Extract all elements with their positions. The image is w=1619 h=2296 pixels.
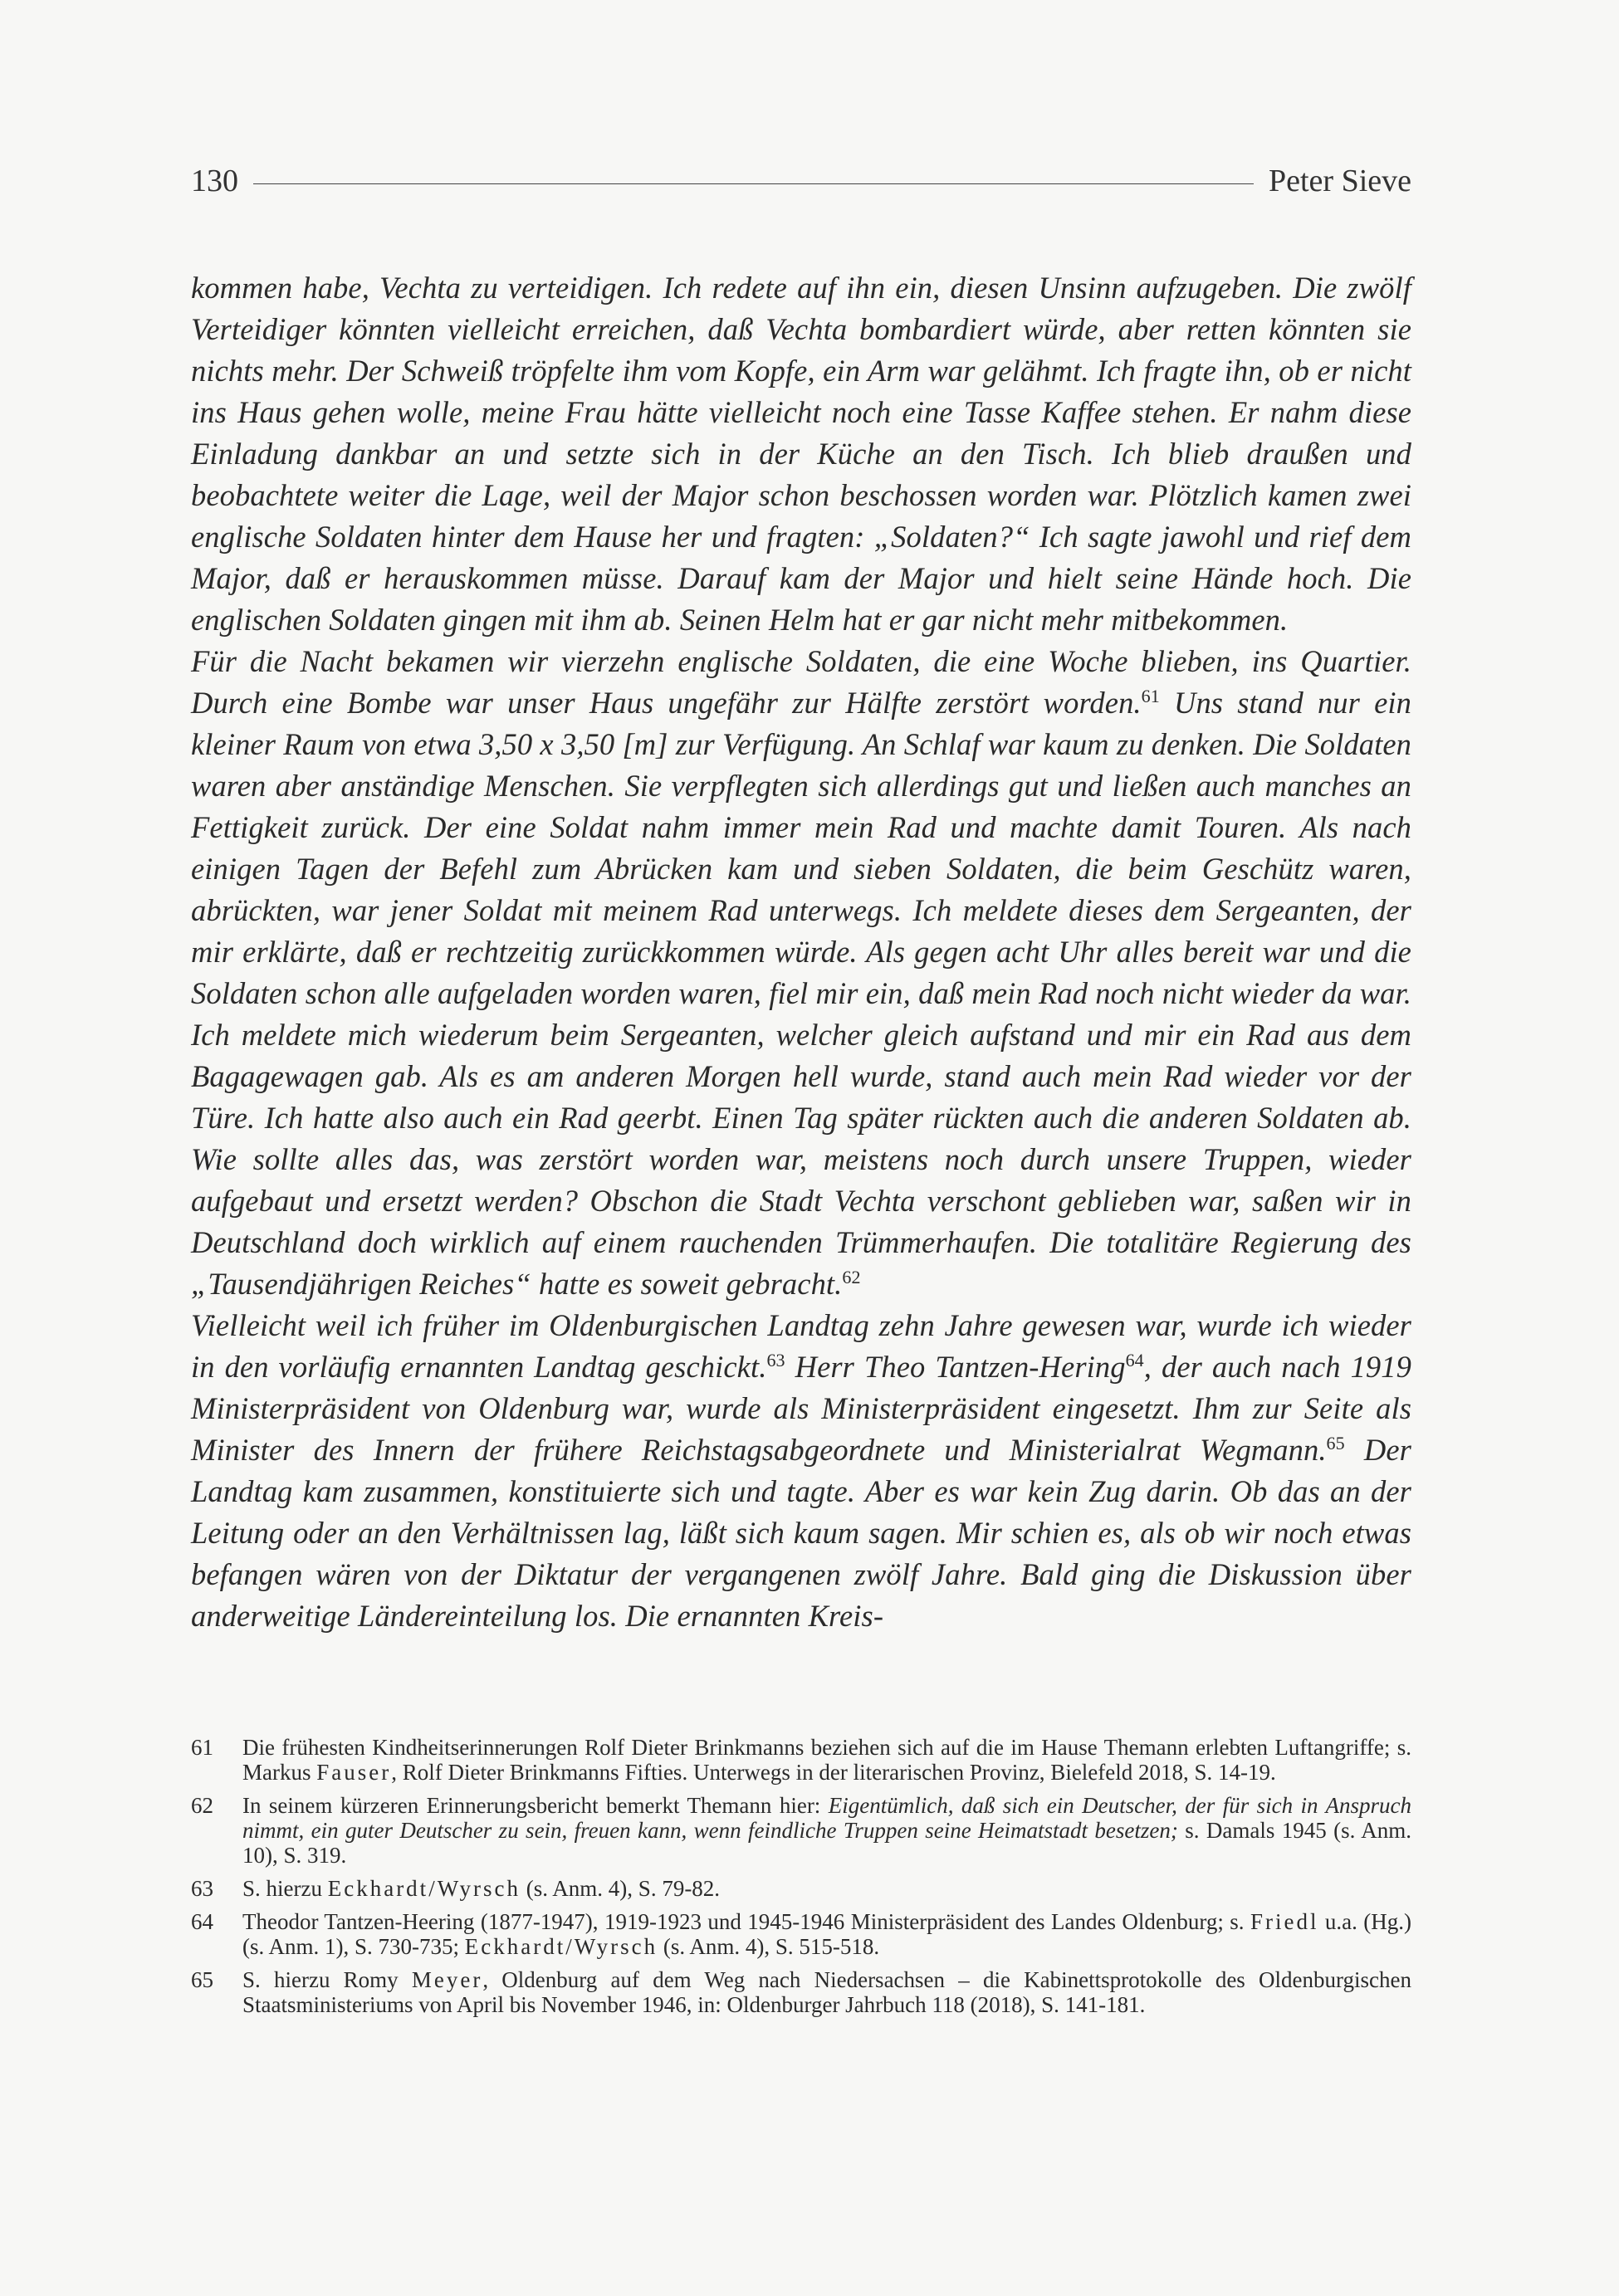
footnote-text-part: S. hierzu [242, 1876, 328, 1901]
footnote-number: 65 [191, 1967, 213, 1992]
footnote-text [242, 1793, 1411, 1868]
footnote-text-part: Die frühesten Kindheitserinnerungen Rolf Dieter Brinkmanns beziehen sich auf die im Hause Themann erlebten Luftangriffe; s. Markus [242, 1735, 1411, 1785]
footnote-number: 64 [191, 1909, 213, 1934]
footnote-ref-63[interactable]: 63 [766, 1349, 785, 1370]
text-segment: , der auch nach 1919 Ministerpräsident von Oldenburg war, wurde als Ministerpräsident eingesetzt. Ihm zur Seite als Minister des Innern der frühere Reichstagsabgeordnete und Ministerialrat Wegmann. [191, 1350, 1411, 1467]
footnote-text [242, 1876, 1411, 1901]
running-head-author: Peter Sieve [1268, 164, 1411, 198]
footnote-text-part: u.a. (Hg.) (s. Anm. 1), S. 730-735; [242, 1909, 1411, 1959]
main-text [191, 267, 1411, 1637]
footnote-ref-61[interactable]: 61 [1141, 685, 1160, 706]
footnote-62 [191, 1793, 1411, 1868]
footnote-63 [191, 1876, 1411, 1901]
footnotes [191, 1735, 1411, 2025]
footnote-text-part: , Rolf Dieter Brinkmanns Fifties. Unterwegs in der literarischen Provinz, Bielefeld 2018, S. 14-19. [391, 1760, 1276, 1785]
footnote-65 [191, 1967, 1411, 2017]
footnote-text [242, 1909, 1411, 1959]
text-segment: Uns stand nur ein kleiner Raum von etwa 3,50 x 3,50 [m] zur Verfügung. An Schlaf war kaum zu denken. Die Soldaten waren aber anständige Menschen. Sie verpflegten sich allerdings gut und ließen auch manches an Fettigkeit zurück. Der eine Soldat nahm immer mein Rad und machte damit Touren. Als nach einigen Tagen der Befehl zum Abrücken kam und sieben Soldaten, die beim Geschütz waren, abrückten, war jener Soldat mit meinem Rad unterwegs. Ich meldete dieses dem Sergeanten, der mir erklärte, daß er rechtzeitig zurückkommen würde. Als gegen acht Uhr alles bereit war und die Soldaten schon alle aufgeladen worden waren, fiel mir ein, daß mein Rad noch nicht wieder da war. Ich meldete mich wiederum beim Sergeanten, welcher gleich aufstand und mir ein Rad aus dem Bagagewagen gab. Als es am anderen Morgen hell wurde, stand auch mein Rad wieder vor der Türe. Ich hatte also auch ein Rad geerbt. Einen Tag später rückten auch die anderen Soldaten ab. Wie sollte alles das, was zerstört worden war, meistens noch durch unsere Truppen, wieder aufgebaut und ersetzt werden? Obschon die Stadt Vechta verschont geblieben war, saßen wir in Deutschland doch wirklich auf einem rauchenden Trümmerhaufen. Die totalitäre Regierung des „Tausendjährigen Reiches“ hatte es soweit gebracht. [191, 686, 1411, 1301]
footnote-text-part: Theodor Tantzen-Heering (1877-1947), 1919-1923 und 1945-1946 Ministerpräsident des Landes Oldenburg; s. [242, 1909, 1250, 1934]
paragraph [191, 641, 1411, 1305]
footnote-text-part: (s. Anm. 4), S. 79-82. [521, 1876, 721, 1901]
footnote-text [242, 1967, 1411, 2017]
footnote-number: 63 [191, 1876, 213, 1901]
text-segment: kommen habe, Vechta zu verteidigen. Ich redete auf ihn ein, diesen Unsinn aufzugeben. Die zwölf Verteidiger könnten vielleicht erreichen, daß Vechta bombardiert würde, aber retten könnten sie nichts mehr. Der Schweiß tröpfelte ihm vom Kopfe, ein Arm war gelähmt. Ich fragte ihn, ob er nicht ins Haus gehen wolle, meine Frau hätte vielleicht noch eine Tasse Kaffee stehen. Er nahm diese Einladung dankbar an und setzte sich in der Küche an den Tisch. Ich blieb draußen und beobachtete weiter die Lage, weil der Major schon beschossen worden war. Plötzlich kamen zwei englische Soldaten hinter dem Hause her und fragten: „Soldaten?“ Ich sagte jawohl und rief dem Major, daß er herauskommen müsse. Darauf kam der Major und hielt seine Hände hoch. Die englischen Soldaten gingen mit ihm ab. Seinen Helm hat er gar nicht mehr mitbekommen. [191, 271, 1411, 637]
author-name: Eckhardt/Wyrsch [327, 1876, 521, 1901]
footnote-ref-64[interactable]: 64 [1125, 1349, 1144, 1370]
author-name: Meyer [411, 1967, 483, 1992]
author-name: Eckhardt/Wyrsch [464, 1934, 658, 1959]
footnote-61 [191, 1735, 1411, 1785]
footnote-64 [191, 1909, 1411, 1959]
footnote-text-part: S. hierzu Romy [242, 1967, 412, 1992]
footnote-quote: Eigentümlich, daß sich ein Deutscher, der für sich in Anspruch nimmt, ein guter Deutscher zu sein, freuen kann, wenn feindliche Truppen seine Heimatstadt besetzen; [242, 1793, 1411, 1843]
footnote-ref-62[interactable]: 62 [842, 1266, 861, 1287]
header-rule [253, 183, 1254, 184]
paragraph [191, 267, 1411, 641]
footnote-text-part: s. Damals 1945 (s. Anm. 10), S. 319. [242, 1818, 1411, 1868]
footnote-text-part: In seinem kürzeren Erinnerungsbericht bemerkt Themann hier: [242, 1793, 829, 1818]
footnote-number: 61 [191, 1735, 213, 1760]
paragraph [191, 1305, 1411, 1637]
text-segment: Der Landtag kam zusammen, konstituierte sich und tagte. Aber es war kein Zug darin. Ob das an der Leitung oder an den Verhältnissen lag, läßt sich kaum sagen. Mir schien es, als ob wir noch etwas befangen wären von der Diktatur der vergangenen zwölf Jahre. Bald ging die Diskussion über anderweitige Ländereinteilung los. Die ernannten Kreis- [191, 1433, 1411, 1633]
footnote-text-part: (s. Anm. 4), S. 515-518. [658, 1934, 880, 1959]
author-name: Fauser [316, 1760, 392, 1785]
footnote-ref-65[interactable]: 65 [1326, 1432, 1345, 1453]
page-number: 130 [191, 164, 238, 198]
text-segment: Vielleicht weil ich früher im Oldenburgischen Landtag zehn Jahre gewesen war, wurde ich wieder in den vorläufig ernannten Landtag geschickt. [191, 1308, 1411, 1384]
footnote-text [242, 1735, 1411, 1785]
footnote-text-part: , Oldenburg auf dem Weg nach Niedersachsen – die Kabinettsprotokolle des Oldenburgischen Staatsministeriums von April bis November 1946, in: Oldenburger Jahrbuch 118 (2018), S. 141-181. [242, 1967, 1411, 2017]
author-name: Friedl [1250, 1909, 1319, 1934]
text-segment: Für die Nacht bekamen wir vierzehn englische Soldaten, die eine Woche blieben, ins Quartier. Durch eine Bombe war unser Haus ungefähr zur Hälfte zerstört worden. [191, 644, 1411, 720]
footnote-number: 62 [191, 1793, 213, 1818]
text-segment: Herr Theo Tantzen-Hering [785, 1350, 1126, 1384]
page-header [191, 163, 1411, 199]
